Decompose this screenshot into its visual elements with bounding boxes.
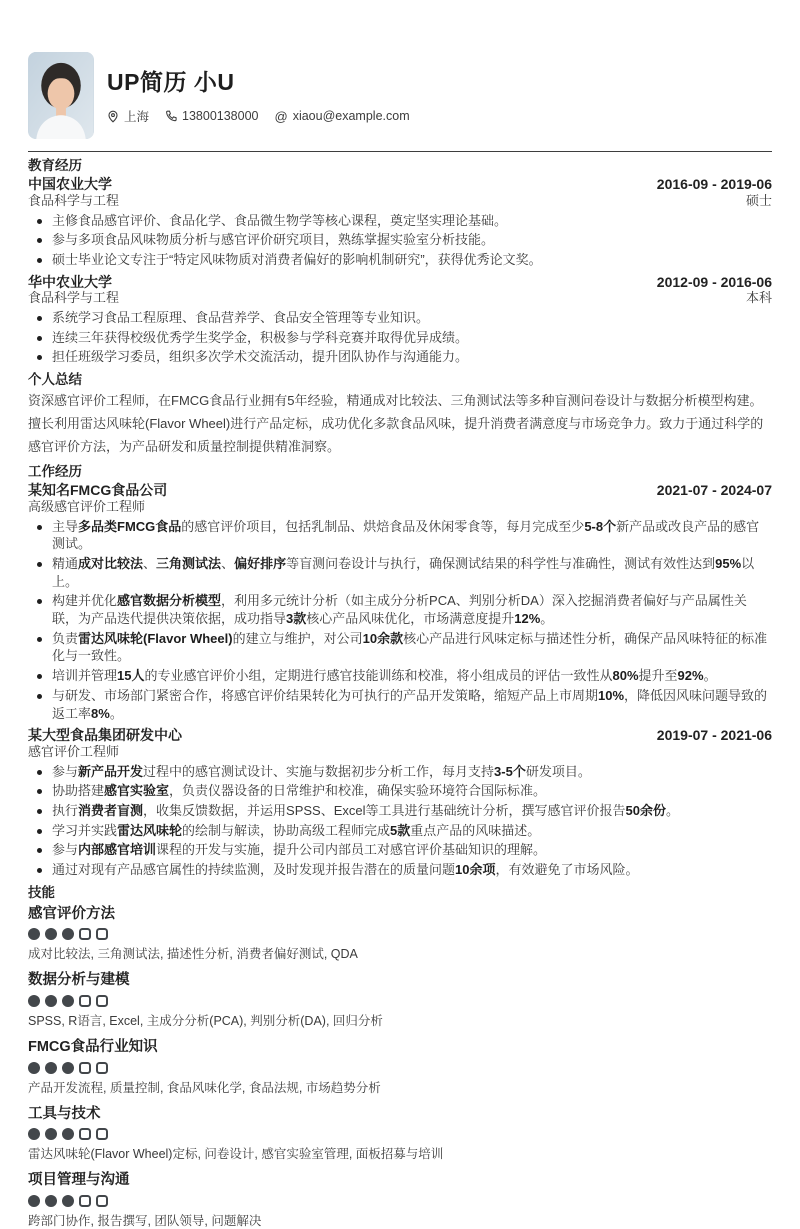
work-date: 2021-07 - 2024-07 xyxy=(656,482,772,499)
bullet-item: 参与多项食品风味物质分析与感官评价研究项目，熟练掌握实验室分析技能。 xyxy=(52,231,772,249)
profile-photo xyxy=(28,52,94,139)
bullet-item: 学习并实践雷达风味轮的绘制与解读，协助高级工程师完成5款重点产品的风味描述。 xyxy=(52,822,772,840)
school-name: 华中农业大学 xyxy=(28,273,112,290)
skill-items: 跨部门协作, 报告撰写, 团队领导, 问题解决 xyxy=(28,1213,262,1228)
section-title-work: 工作经历 xyxy=(28,464,82,480)
skill-entry xyxy=(28,972,772,1029)
work-entry xyxy=(28,727,772,878)
skill-rating xyxy=(28,1195,772,1207)
skill-name: FMCG食品行业知识 xyxy=(28,1039,158,1056)
degree-label: 硕士 xyxy=(745,192,772,208)
rating-dot xyxy=(45,928,57,940)
rating-dot xyxy=(96,995,108,1007)
company-name: 某知名FMCG食品公司 xyxy=(28,482,168,499)
education-date: 2012-09 - 2016-06 xyxy=(656,273,772,290)
bullet-item: 执行消费者盲测，收集反馈数据，并运用SPSS、Excel等工具进行基础统计分析，撰写感官评价报告50余份。 xyxy=(52,802,772,820)
contact-email-text: xiaou@example.com xyxy=(292,109,410,123)
contact-row xyxy=(107,107,410,125)
work-entry-header xyxy=(28,727,772,744)
skill-items: 产品开发流程, 质量控制, 食品风味化学, 食品法规, 市场趋势分析 xyxy=(28,1080,381,1095)
education-entry-subheader xyxy=(28,194,772,209)
rating-dot xyxy=(79,928,91,940)
header-info xyxy=(107,52,410,125)
skill-name: 感官评价方法 xyxy=(28,905,115,922)
bullet-item: 培训并管理15人的专业感官评价小组，定期进行感官技能训练和校准，将小组成员的评估一致性从80%提升至92%。 xyxy=(52,667,772,685)
bullet-item: 连续三年获得校级优秀学生奖学金，积极参与学科竞赛并取得优异成绩。 xyxy=(52,329,772,347)
work-date: 2019-07 - 2021-06 xyxy=(656,727,772,744)
job-title: 高级感官评价工程师 xyxy=(28,498,146,514)
work-entry-header xyxy=(28,482,772,499)
rating-dot xyxy=(62,1195,74,1207)
bullet-item: 精通成对比较法、三角测试法、偏好排序等盲测问卷设计与执行，确保测试结果的科学性与准确性，测试有效性达到95%以上。 xyxy=(52,555,772,590)
header-divider xyxy=(28,151,772,152)
degree-label: 本科 xyxy=(745,290,772,306)
summary-text: 资深感官评价工程师，在FMCG食品行业拥有5年经验，精通成对比较法、三角测试法等多种盲测问卷设计与数据分析模型构建。擅长利用雷达风味轮(Flavor Wheel)进行产品定标，成功优化多款食品风味，提升消费者满意度与市场竞争力。致力于通过科学的感官评价方法，为产品研发和质量控制提供精准洞察。 xyxy=(28,393,764,454)
rating-dot xyxy=(45,1062,57,1074)
bullet-item: 参与新产品开发过程中的感官测试设计、实施与数据初步分析工作，每月支持3-5个研发项目。 xyxy=(52,763,772,781)
rating-dot xyxy=(79,995,91,1007)
rating-dot xyxy=(79,1062,91,1074)
education-entry xyxy=(28,274,772,366)
rating-dot xyxy=(62,1062,74,1074)
bullet-list xyxy=(28,763,772,879)
bullet-item: 协助搭建感官实验室，负责仪器设备的日常维护和校准，确保实验环境符合国际标准。 xyxy=(52,782,772,800)
work-entry-subheader xyxy=(28,745,772,760)
skill-items: 雷达风味轮(Flavor Wheel)定标, 问卷设计, 感官实验室管理, 面板招募与培训 xyxy=(28,1147,444,1162)
bullet-item: 主导多品类FMCG食品的感官评价项目，包括乳制品、烘焙食品及休闲零食等，每月完成至少5-8个新产品或改良产品的感官测试。 xyxy=(52,518,772,553)
skill-items: SPSS, R语言, Excel, 主成分分析(PCA), 判别分析(DA), 回归分析 xyxy=(28,1013,383,1028)
rating-dot xyxy=(28,928,40,940)
section-summary xyxy=(28,372,772,458)
skill-entry xyxy=(28,1039,772,1096)
section-title-summary: 个人总结 xyxy=(28,372,82,388)
skill-rating xyxy=(28,1062,772,1074)
skill-rating xyxy=(28,995,772,1007)
education-list xyxy=(28,176,772,366)
major-name: 食品科学与工程 xyxy=(28,290,120,306)
section-title-education: 教育经历 xyxy=(28,158,82,173)
company-name: 某大型食品集团研发中心 xyxy=(28,727,182,744)
email-icon: @ xyxy=(274,108,288,124)
skill-items: 成对比较法, 三角测试法, 描述性分析, 消费者偏好测试, QDA xyxy=(28,947,358,962)
bullet-list xyxy=(28,518,772,722)
rating-dot xyxy=(62,995,74,1007)
skill-name: 项目管理与沟通 xyxy=(28,1172,130,1189)
phone-icon xyxy=(165,110,177,122)
skill-rating xyxy=(28,928,772,940)
rating-dot xyxy=(28,1195,40,1207)
skill-name: 数据分析与建模 xyxy=(28,972,130,989)
bullet-item: 通过对现有产品感官属性的持续监测，及时发现并报告潜在的质量问题10余项，有效避免了市场风险。 xyxy=(52,861,772,879)
contact-phone-text: 13800138000 xyxy=(182,109,259,123)
bullet-item: 硕士毕业论文专注于“特定风味物质对消费者偏好的影响机制研究”，获得优秀论文奖。 xyxy=(52,251,772,269)
bullet-item: 与研发、市场部门紧密合作，将感官评价结果转化为可执行的产品开发策略，缩短产品上市周期10%，降低因风味问题导致的返工率8%。 xyxy=(52,687,772,722)
job-title: 感官评价工程师 xyxy=(28,743,120,759)
education-entry xyxy=(28,176,772,268)
skill-entry xyxy=(28,1106,772,1163)
bullet-item: 负责雷达风味轮(Flavor Wheel)的建立与维护，对公司10余款核心产品进行风味定标与描述性分析，确保产品风味特征的标准化与一致性。 xyxy=(52,630,772,665)
resume-header xyxy=(28,0,772,139)
rating-dot xyxy=(62,928,74,940)
bullet-item: 构建并优化感官数据分析模型，利用多元统计分析（如主成分分析PCA、判别分析DA）深入挖掘消费者偏好与产品属性关联，为产品迭代提供决策依据，成功指导3款核心产品风味优化，市场满意度提升12%。 xyxy=(52,592,772,627)
rating-dot xyxy=(45,995,57,1007)
contact-location-text: 上海 xyxy=(124,110,150,124)
school-name: 中国农业大学 xyxy=(28,176,112,193)
major-name: 食品科学与工程 xyxy=(28,192,120,208)
work-entry xyxy=(28,482,772,722)
bullet-item: 主修食品感官评价、食品化学、食品微生物学等核心课程，奠定坚实理论基础。 xyxy=(52,212,772,230)
bullet-item: 系统学习食品工程原理、食品营养学、食品安全管理等专业知识。 xyxy=(52,309,772,327)
work-entry-subheader xyxy=(28,500,772,515)
section-education xyxy=(28,158,772,366)
rating-dot xyxy=(28,995,40,1007)
bullet-item: 参与内部感官培训课程的开发与实施，提升公司内部员工对感官评价基础知识的理解。 xyxy=(52,841,772,859)
candidate-name: UP简历 小U xyxy=(107,69,235,95)
bullet-list xyxy=(28,212,772,269)
section-work xyxy=(28,464,772,879)
skill-name: 工具与技术 xyxy=(28,1105,101,1122)
contact-phone xyxy=(165,109,258,123)
education-entry-header xyxy=(28,176,772,193)
contact-location xyxy=(107,107,149,125)
rating-dot xyxy=(96,1062,108,1074)
work-list xyxy=(28,482,772,878)
location-icon xyxy=(107,110,119,123)
education-entry-subheader xyxy=(28,291,772,306)
contact-email xyxy=(275,109,410,123)
education-date: 2016-09 - 2019-06 xyxy=(656,176,772,193)
skill-entry xyxy=(28,1172,772,1229)
skill-entry xyxy=(28,906,772,963)
section-skills xyxy=(28,885,772,1229)
rating-dot xyxy=(96,1195,108,1207)
education-entry-header xyxy=(28,274,772,291)
profile-photo-image xyxy=(28,52,94,139)
rating-dot xyxy=(45,1195,57,1207)
rating-dot xyxy=(28,1062,40,1074)
rating-dot xyxy=(79,1195,91,1207)
bullet-list xyxy=(28,309,772,366)
bullet-item: 担任班级学习委员，组织多次学术交流活动，提升团队协作与沟通能力。 xyxy=(52,348,772,366)
skills-list xyxy=(28,906,772,1229)
section-title-skills: 技能 xyxy=(28,884,55,900)
rating-dot xyxy=(96,928,108,940)
